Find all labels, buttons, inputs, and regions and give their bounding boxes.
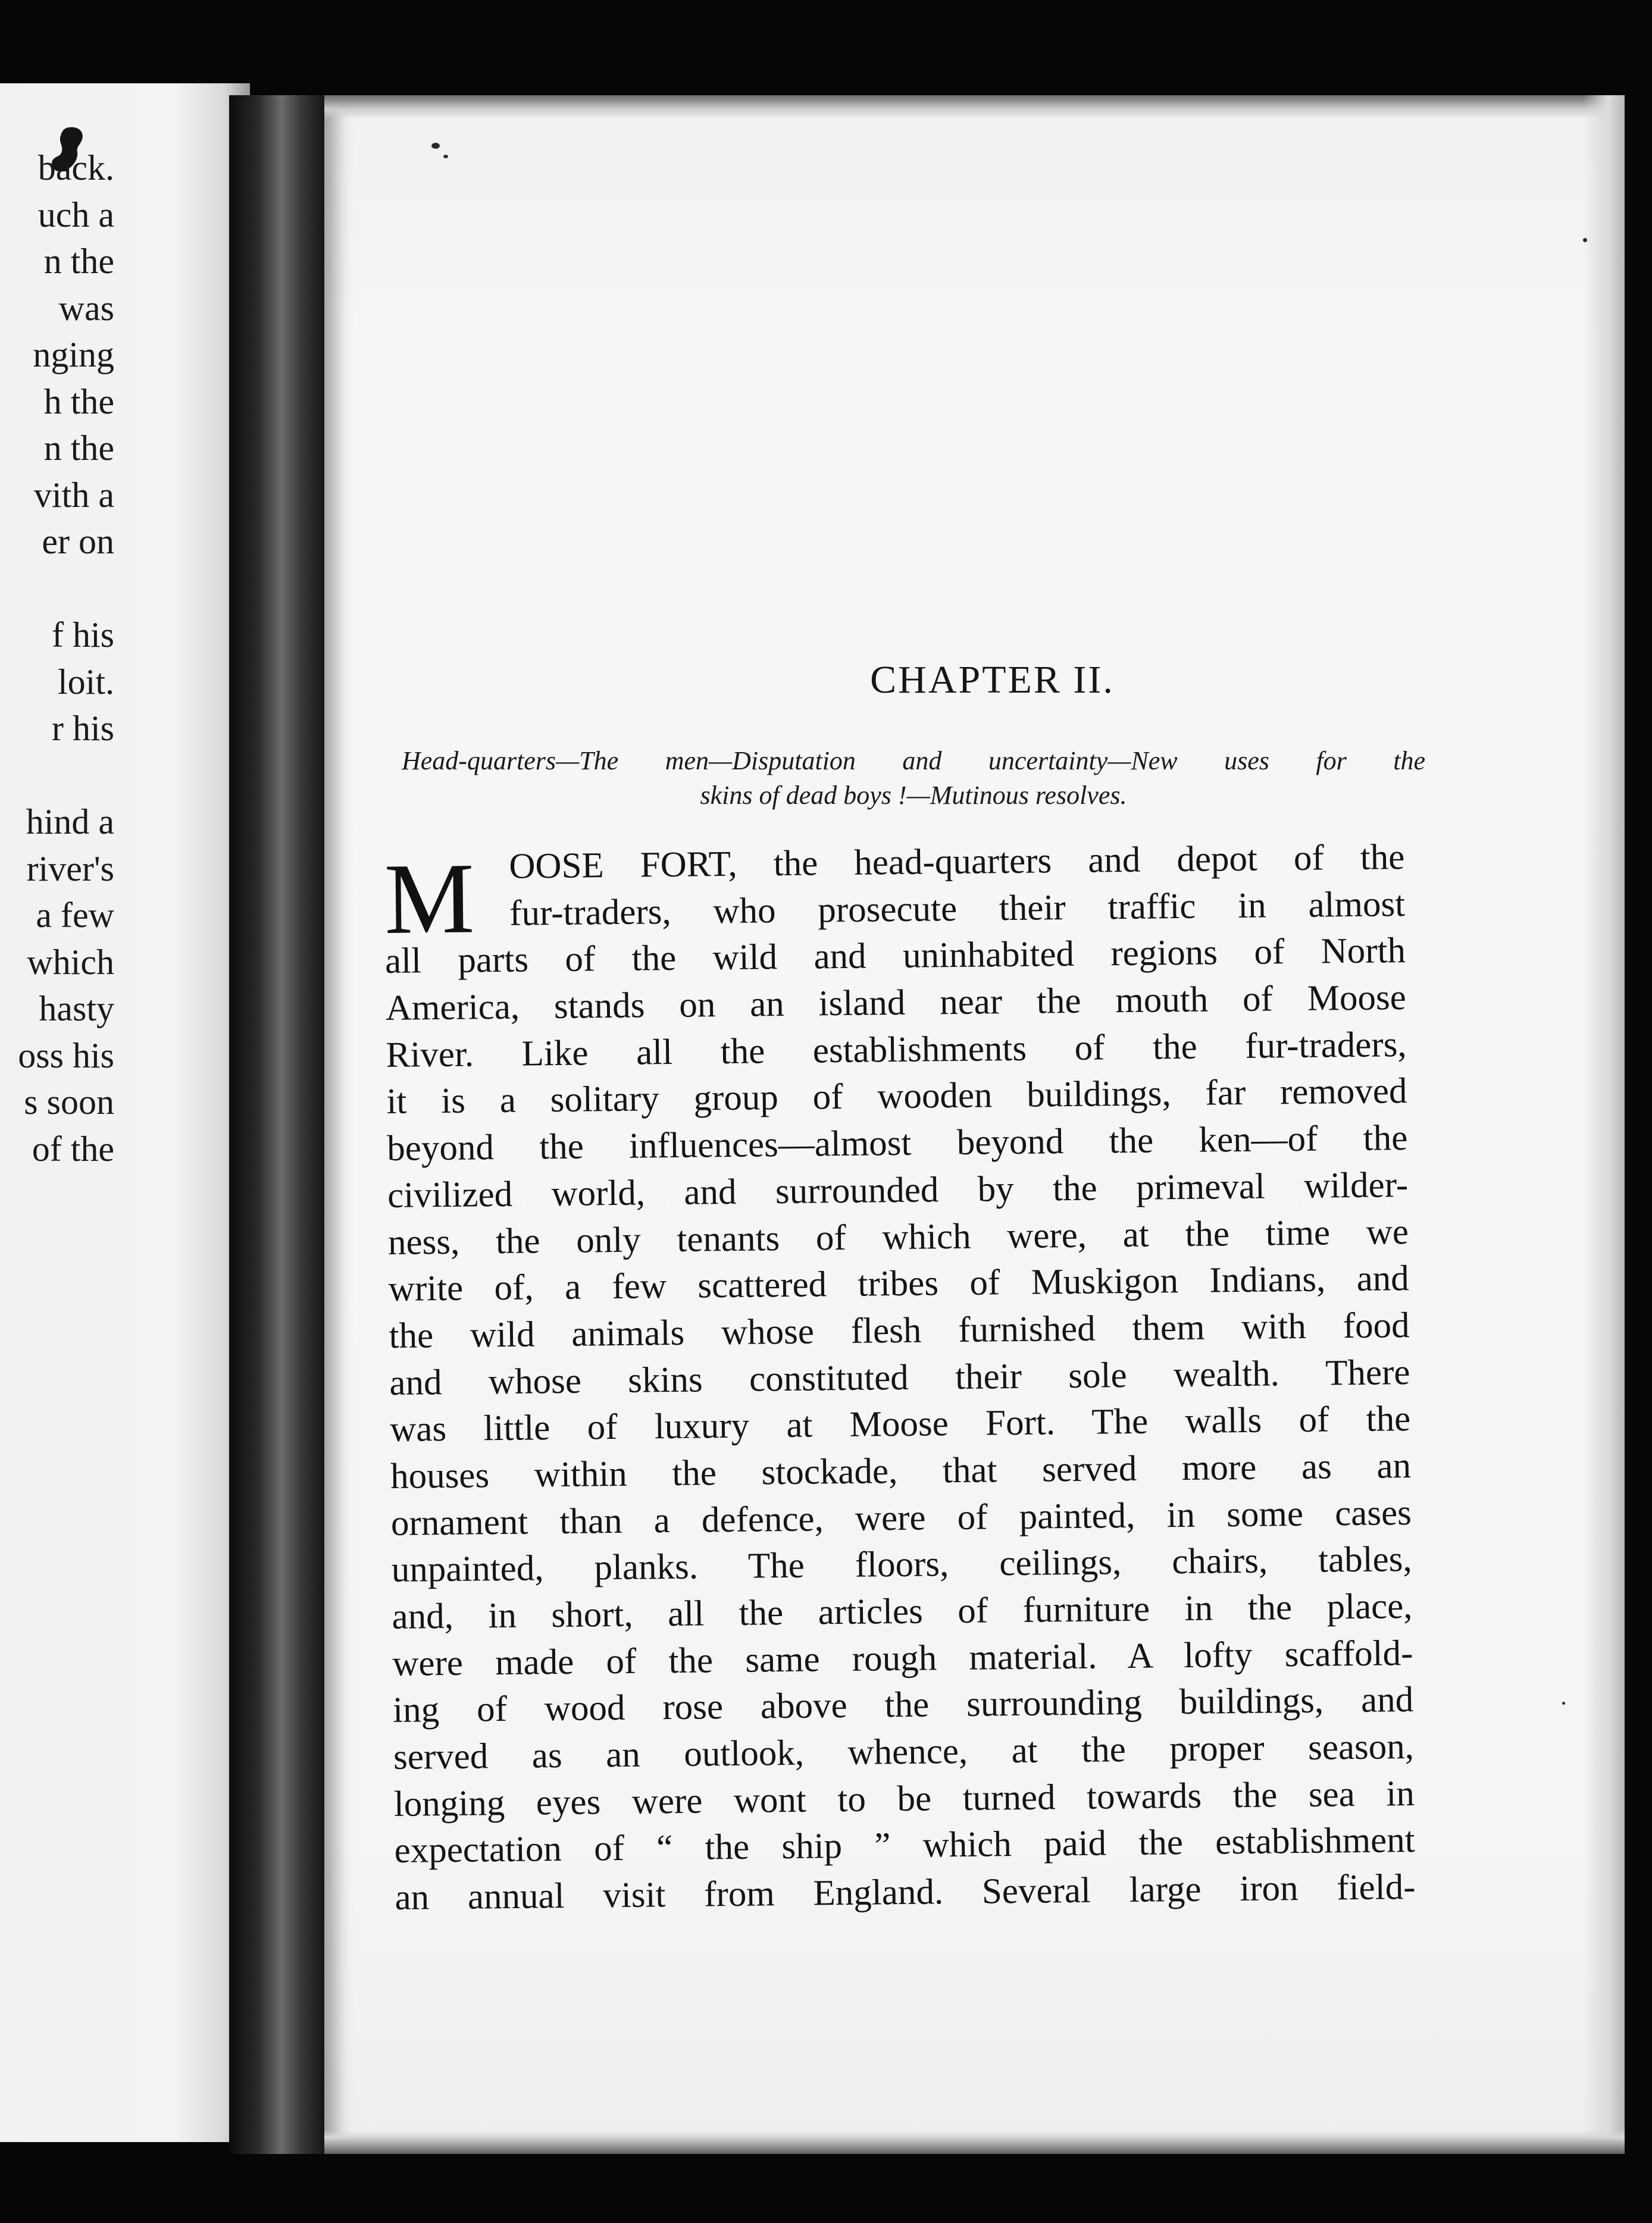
body-line: ing of wood rose above the surrounding buildings, and bbox=[392, 1680, 1414, 1731]
left-page-line: s soon bbox=[24, 1082, 114, 1122]
left-page-line: er on bbox=[42, 522, 114, 561]
body-line: longing eyes were wont to be turned towards the sea in bbox=[393, 1773, 1415, 1824]
body-line: an annual visit from England. Several large iron field- bbox=[395, 1867, 1416, 1918]
body-paragraph bbox=[384, 834, 1416, 1922]
body-line: it is a solitary group of wooden buildings, far removed bbox=[386, 1071, 1407, 1122]
body-line: were made of the same rough material. A lofty scaffold- bbox=[392, 1633, 1413, 1684]
body-line: write of, a few scattered tribes of Muskigon Indians, and bbox=[388, 1258, 1410, 1310]
drop-cap-letter: M bbox=[383, 842, 475, 955]
paper-speck bbox=[1562, 1702, 1565, 1705]
left-page-line: loit. bbox=[57, 662, 114, 702]
left-facing-page bbox=[0, 83, 250, 2142]
body-line: ornament than a defence, were of painted, in some cases bbox=[390, 1492, 1412, 1543]
left-page-line: of the bbox=[32, 1129, 114, 1169]
left-page-line: vith a bbox=[34, 475, 114, 515]
left-page-line: r his bbox=[52, 709, 114, 748]
left-page-text-column bbox=[0, 83, 250, 2142]
synopsis-line: Head-quarters—The men—Disputation and uncertainty—New uses for the bbox=[402, 746, 1425, 775]
left-page-line: n the bbox=[43, 242, 114, 281]
body-line: America, stands on an island near the mouth of Moose bbox=[385, 978, 1407, 1029]
body-line: fur-traders, who prosecute their traffic in almost bbox=[509, 884, 1406, 934]
left-page-line: was bbox=[58, 288, 114, 328]
page-bottom-edge bbox=[324, 2130, 1625, 2154]
body-line: served as an outlook, whence, at the proper season, bbox=[393, 1727, 1415, 1777]
synopsis-line: skins of dead boys !—Mutinous resolves. bbox=[700, 781, 1127, 810]
left-page-line: f his bbox=[52, 615, 114, 655]
chapter-title: CHAPTER II. bbox=[870, 658, 1115, 702]
left-page-line: oss his bbox=[18, 1035, 114, 1075]
left-page-line: h the bbox=[43, 381, 114, 421]
paper-speck bbox=[443, 155, 448, 158]
body-line: unpainted, planks. The floors, ceilings, chairs, tables, bbox=[391, 1539, 1413, 1590]
body-line: expectation of “ the ship ” which paid the establishment bbox=[394, 1820, 1415, 1871]
left-page-line: hind a bbox=[26, 802, 114, 841]
left-page-line: hasty bbox=[39, 989, 114, 1028]
chapter-synopsis bbox=[402, 744, 1425, 813]
book-spine-shadow bbox=[229, 95, 324, 2154]
left-page-line: nging bbox=[33, 335, 114, 374]
left-page-line: uch a bbox=[37, 195, 114, 234]
body-line: and whose skins constituted their sole wealth. There bbox=[389, 1352, 1410, 1403]
chapter-body-text bbox=[384, 834, 1416, 1922]
right-page bbox=[324, 95, 1625, 2154]
body-line: and, in short, all the articles of furniture in the place, bbox=[392, 1586, 1413, 1637]
left-page-line: n the bbox=[43, 428, 114, 468]
page-right-edge bbox=[1583, 95, 1625, 2154]
page-top-edge bbox=[324, 95, 1625, 119]
left-page-line: river's bbox=[26, 849, 114, 888]
body-line: houses within the stockade, that served more as an bbox=[390, 1445, 1412, 1496]
body-line: the wild animals whose flesh furnished them with food bbox=[389, 1305, 1410, 1356]
body-line: River. Like all the establishments of the fur-traders, bbox=[386, 1024, 1407, 1075]
paper-speck bbox=[1583, 238, 1587, 242]
left-page-line: which bbox=[27, 942, 114, 982]
body-line: ness, the only tenants of which were, at the time we bbox=[387, 1211, 1409, 1263]
body-line: all parts of the wild and uninhabited regions of North bbox=[384, 931, 1406, 982]
body-line: was little of luxury at Moose Fort. The walls of the bbox=[389, 1399, 1411, 1450]
body-line: civilized world, and surrounded by the primeval wilder- bbox=[387, 1164, 1409, 1216]
left-page-line: a few bbox=[36, 896, 114, 935]
left-page-line: back. bbox=[37, 148, 114, 187]
body-line: beyond the influences—almost beyond the ken—of the bbox=[386, 1118, 1408, 1169]
paper-speck bbox=[431, 143, 440, 149]
body-line: OOSE FORT, the head-quarters and depot of the bbox=[509, 837, 1405, 887]
